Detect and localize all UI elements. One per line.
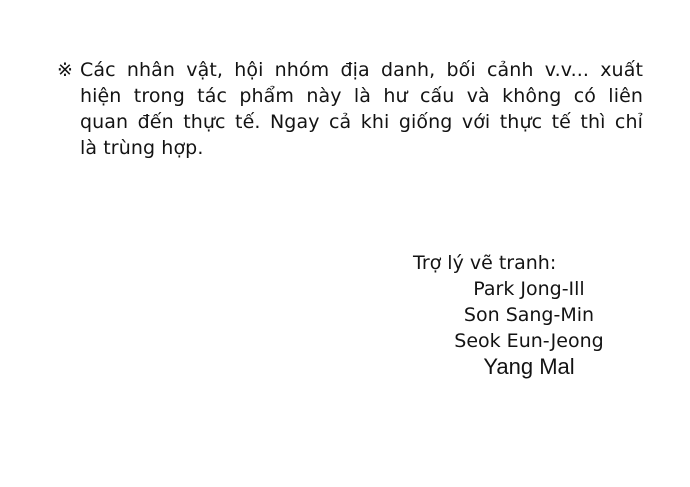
- disclaimer-line: [57, 57, 643, 83]
- credit-name: Yang Mal: [483, 354, 575, 379]
- disclaimer-paragraph: [57, 57, 643, 161]
- credit-name: Seok Eun-Jeong: [454, 330, 604, 352]
- disclaimer-line: hiện trong tác phẩm này là hư cấu và không có liên: [80, 85, 643, 107]
- disclaimer-line: quan đến thực tế. Ngay cả khi giống với thực tế thì chỉ: [80, 111, 643, 133]
- disclaimer-line-text: Các nhân vật, hội nhóm địa danh, bối cảnh v.v... xuất: [80, 59, 643, 81]
- credit-name: Park Jong-Ill: [473, 278, 585, 300]
- disclaimer-line: là trùng hợp.: [80, 137, 204, 159]
- credits-name-list: [398, 276, 660, 379]
- reference-mark-icon: ※: [57, 59, 74, 81]
- credits-block: [398, 250, 660, 379]
- credits-heading: Trợ lý vẽ tranh:: [413, 252, 557, 274]
- credit-name: Son Sang-Min: [463, 304, 595, 326]
